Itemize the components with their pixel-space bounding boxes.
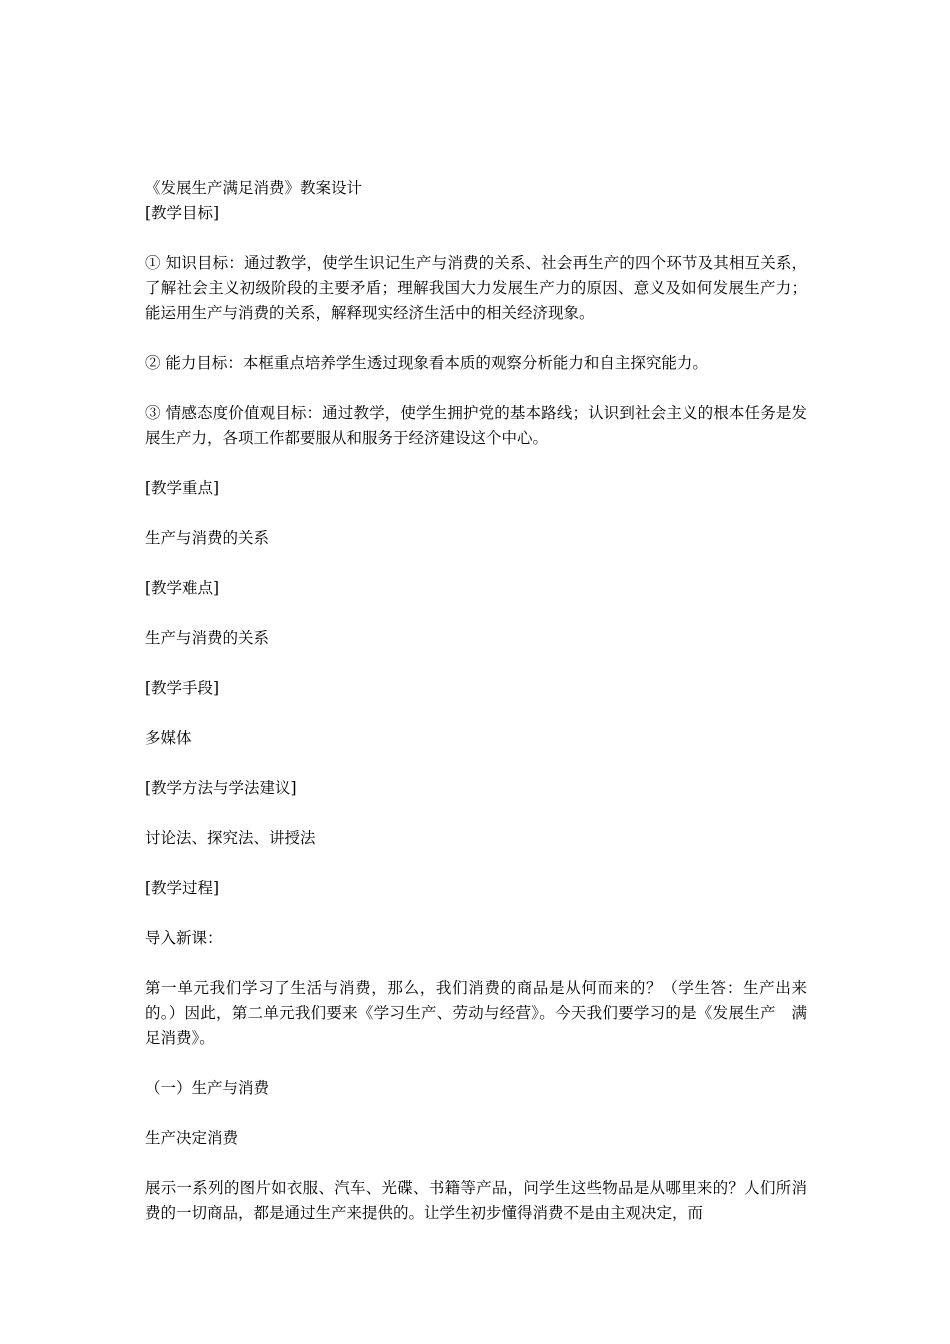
subsection-heading: 生产决定消费 [145, 1129, 239, 1147]
spacer [145, 701, 807, 726]
difficulty-text: 生产与消费的关系 [145, 629, 270, 647]
spacer [145, 651, 807, 676]
spacer [145, 501, 807, 526]
spacer [145, 801, 807, 826]
spacer [145, 951, 807, 976]
document-title: 《发展生产满足消费》教案设计 [145, 179, 363, 197]
means-heading: [教学手段] [145, 679, 220, 697]
spacer [145, 901, 807, 926]
key-heading: [教学重点] [145, 479, 220, 497]
spacer [145, 751, 807, 776]
goal-knowledge: ① 知识目标：通过教学，使学生识记生产与消费的关系、社会再生产的四个环节及其相互关系，了解社会主义初级阶段的主要矛盾；理解我国大力发展生产力的原因、意义及如何发展生产力；能运用生产与消费的关系，解释现实经济生活中的相关经济现象。 [145, 254, 807, 322]
intro-label: 导入新课： [145, 929, 223, 947]
spacer [145, 226, 807, 251]
spacer [145, 326, 807, 351]
goal-attitude: ③ 情感态度价值观目标：通过教学，使学生拥护党的基本路线；认识到社会主义的根本任务是发展生产力，各项工作都要服从和服务于经济建设这个中心。 [145, 404, 807, 447]
difficulty-heading: [教学难点] [145, 579, 220, 597]
spacer [145, 451, 807, 476]
key-text: 生产与消费的关系 [145, 529, 270, 547]
methods-heading: [教学方法与学法建议] [145, 779, 297, 797]
spacer [145, 551, 807, 576]
spacer [145, 601, 807, 626]
spacer [145, 376, 807, 401]
process-heading: [教学过程] [145, 879, 220, 897]
body-paragraph: 展示一系列的图片如衣服、汽车、光碟、书籍等产品，问学生这些物品是从哪里来的？人们所消费的一切商品，都是通过生产来提供的。让学生初步懂得消费不是由主观决定，而 [145, 1179, 807, 1222]
methods-text: 讨论法、探究法、讲授法 [145, 829, 316, 847]
goals-heading: [教学目标] [145, 204, 220, 222]
spacer [145, 1101, 807, 1126]
spacer [145, 1151, 807, 1176]
intro-text: 第一单元我们学习了生活与消费，那么，我们消费的商品是从何而来的？（学生答：生产出来的。）因此，第二单元我们要来《学习生产、劳动与经营》。今天我们要学习的是《发展生产 满足消费》。 [145, 979, 807, 1047]
goal-ability: ② 能力目标：本框重点培养学生透过现象看本质的观察分析能力和自主探究能力。 [145, 354, 708, 372]
means-text: 多媒体 [145, 729, 192, 747]
document-page [145, 176, 807, 1226]
spacer [145, 1051, 807, 1076]
spacer [145, 851, 807, 876]
section-heading: （一）生产与消费 [145, 1079, 270, 1097]
